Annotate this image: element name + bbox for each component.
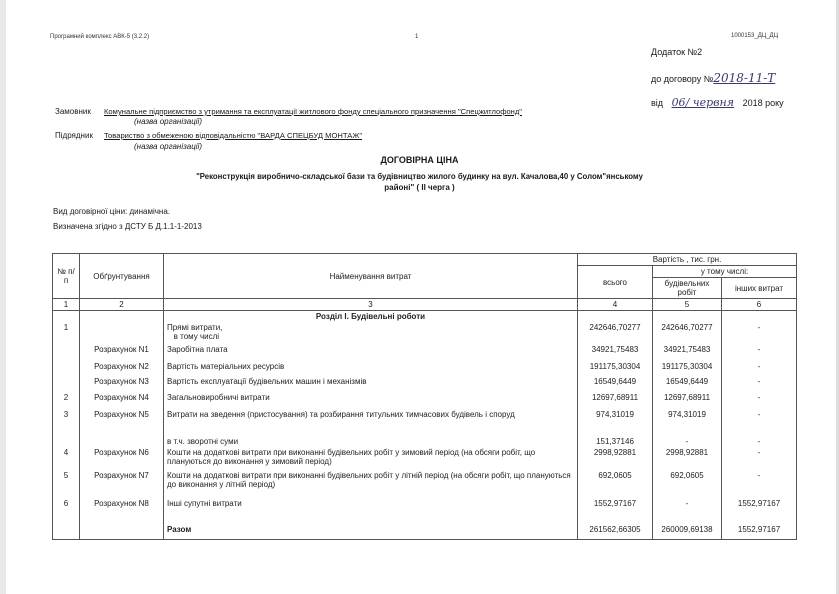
cell-other: 1552,97167 bbox=[722, 498, 797, 524]
date-month: / червня bbox=[685, 96, 735, 109]
contractor-caption: (назва організації) bbox=[134, 142, 202, 151]
header-basis: Обґрунтування bbox=[80, 254, 164, 299]
cell-total: 16549,6449 bbox=[578, 376, 653, 392]
header-other: інших витрат bbox=[722, 278, 797, 299]
cell-num bbox=[53, 436, 80, 447]
document-code: 1000153_ДЦ_ДЦ bbox=[731, 33, 779, 39]
date-prefix: від bbox=[651, 98, 664, 108]
section-title: Розділ І. Будівельні роботи bbox=[164, 311, 578, 323]
cell-name: Загальновиробничі витрати bbox=[164, 392, 578, 409]
document-subtitle-line1: "Реконструкція виробничо-складської бази та будівництво жилого будинку на вул. Качалова,40 у Солом"янському bbox=[196, 172, 643, 181]
table-body bbox=[53, 322, 797, 539]
cell-name: Разом bbox=[164, 524, 578, 539]
date-suffix: 2018 року bbox=[742, 98, 784, 108]
cell-basis bbox=[80, 436, 164, 447]
cell-basis: Розрахунок N8 bbox=[80, 498, 164, 524]
cell-other: - bbox=[722, 344, 797, 361]
cell-name: Прямі витрати, в тому числі bbox=[164, 322, 578, 344]
cell-basis: Розрахунок N5 bbox=[80, 409, 164, 436]
header-num: № п/п bbox=[53, 254, 80, 299]
page-number: 1 bbox=[415, 34, 419, 40]
customer-name: Комунальне підприємство з утримання та експлуатації житлового фонду спеціального призначення "Спецжитлофонд" bbox=[104, 107, 523, 116]
table-row bbox=[53, 409, 797, 436]
cell-num bbox=[53, 524, 80, 539]
cell-other: - bbox=[722, 392, 797, 409]
customer-caption: (назва організації) bbox=[134, 117, 202, 126]
cell-name: Вартість експлуатації будівельних машин і механізмів bbox=[164, 376, 578, 392]
cell-construction: 12697,68911 bbox=[653, 392, 722, 409]
cell-other: - bbox=[722, 470, 797, 498]
cell-num bbox=[53, 361, 80, 376]
cell-basis: Розрахунок N4 bbox=[80, 392, 164, 409]
cell-total: 12697,68911 bbox=[578, 392, 653, 409]
cell-construction: 34921,75483 bbox=[653, 344, 722, 361]
cell-total: 2998,92881 bbox=[578, 447, 653, 470]
scan-left-edge bbox=[0, 0, 6, 594]
cell-num bbox=[53, 344, 80, 361]
header-cost: Вартість , тис. грн. bbox=[578, 254, 797, 266]
cell-construction: 2998,92881 bbox=[653, 447, 722, 470]
cell-basis bbox=[80, 322, 164, 344]
header-construction: будівельних робіт bbox=[653, 278, 722, 299]
cell-num: 4 bbox=[53, 447, 80, 470]
cell-basis bbox=[80, 524, 164, 539]
cell-total: 261562,66305 bbox=[578, 524, 653, 539]
cell-name: Вартість матеріальних ресурсів bbox=[164, 361, 578, 376]
cell-name: Кошти на додаткові витрати при виконанні будівельних робіт у літній період (на обсяги робіт, що плануються до виконання у літній період) bbox=[164, 470, 578, 498]
cell-total: 242646,70277 bbox=[578, 322, 653, 344]
document-title: ДОГОВІРНА ЦІНА bbox=[380, 155, 459, 165]
table-row bbox=[53, 436, 797, 447]
table-row bbox=[53, 392, 797, 409]
cell-other: 1552,97167 bbox=[722, 524, 797, 539]
col-number-6: 6 bbox=[722, 299, 797, 311]
header-incl: у тому числі: bbox=[653, 266, 797, 278]
cell-name: в т.ч. зворотні суми bbox=[164, 436, 578, 447]
cell-num: 2 bbox=[53, 392, 80, 409]
annex-title: Додаток №2 bbox=[651, 47, 703, 57]
table-row bbox=[53, 376, 797, 392]
cell-basis: Розрахунок N6 bbox=[80, 447, 164, 470]
col-number-2: 2 bbox=[80, 299, 164, 311]
cell-num: 6 bbox=[53, 498, 80, 524]
contract-number: 2018-11-Т bbox=[713, 71, 776, 85]
cell-construction: - bbox=[653, 498, 722, 524]
cell-other: - bbox=[722, 361, 797, 376]
cell-num bbox=[53, 376, 80, 392]
table-row bbox=[53, 361, 797, 376]
header-name: Найменування витрат bbox=[164, 254, 578, 299]
document-subtitle-line2: районі" ( II черга ) bbox=[384, 183, 455, 192]
software-name: Програмний комплекс АВК-5 (3.2.2) bbox=[50, 34, 150, 40]
cell-total: 974,31019 bbox=[578, 409, 653, 436]
cell-construction: 191175,30304 bbox=[653, 361, 722, 376]
cell-basis: Розрахунок N1 bbox=[80, 344, 164, 361]
cell-name: Інші супутні витрати bbox=[164, 498, 578, 524]
col-number-3: 3 bbox=[164, 299, 578, 311]
contract-line bbox=[651, 71, 775, 85]
determined-by: Визначена згідно з ДСТУ Б Д.1.1-1-2013 bbox=[53, 222, 202, 231]
cell-basis: Розрахунок N7 bbox=[80, 470, 164, 498]
cell-num: 3 bbox=[53, 409, 80, 436]
cell-total: 1552,97167 bbox=[578, 498, 653, 524]
table-row bbox=[53, 498, 797, 524]
cell-name: Витрати на зведення (пристосування) та розбирання титульних тимчасових будівель і споруд bbox=[164, 409, 578, 436]
price-type: Вид договірної ціни: динамічна. bbox=[53, 207, 171, 216]
table-row bbox=[53, 344, 797, 361]
cost-table bbox=[52, 253, 797, 540]
cell-name: Заробітна плата bbox=[164, 344, 578, 361]
contractor-name: Товариство з обмеженою відповідальністю "ВАРДА СПЕЦБУД МОНТАЖ" bbox=[104, 131, 363, 140]
customer-label: Замовник bbox=[55, 107, 91, 116]
table-row bbox=[53, 470, 797, 498]
table-row bbox=[53, 524, 797, 539]
cell-total: 191175,30304 bbox=[578, 361, 653, 376]
col-number-1: 1 bbox=[53, 299, 80, 311]
date-line bbox=[651, 96, 784, 109]
cell-basis: Розрахунок N2 bbox=[80, 361, 164, 376]
cell-construction: 242646,70277 bbox=[653, 322, 722, 344]
cell-num: 1 bbox=[53, 322, 80, 344]
contract-prefix: до договору № bbox=[651, 74, 714, 84]
cell-basis: Розрахунок N3 bbox=[80, 376, 164, 392]
cell-total: 692,0605 bbox=[578, 470, 653, 498]
date-day: 06 bbox=[671, 96, 686, 109]
cell-other: - bbox=[722, 436, 797, 447]
cell-other: - bbox=[722, 322, 797, 344]
cell-construction: 692,0605 bbox=[653, 470, 722, 498]
cell-total: 34921,75483 bbox=[578, 344, 653, 361]
cell-construction: - bbox=[653, 436, 722, 447]
table-row bbox=[53, 322, 797, 344]
table-row bbox=[53, 447, 797, 470]
cell-name: Кошти на додаткові витрати при виконанні будівельних робіт у зимовий період (на обсяги робіт, що плануються до виконання у зимовий період) bbox=[164, 447, 578, 470]
cell-other: - bbox=[722, 409, 797, 436]
cell-total: 151,37146 bbox=[578, 436, 653, 447]
contractor-label: Підрядник bbox=[55, 131, 93, 140]
col-number-4: 4 bbox=[578, 299, 653, 311]
cell-construction: 260009,69138 bbox=[653, 524, 722, 539]
cell-construction: 16549,6449 bbox=[653, 376, 722, 392]
cell-num: 5 bbox=[53, 470, 80, 498]
cell-other: - bbox=[722, 376, 797, 392]
col-number-5: 5 bbox=[653, 299, 722, 311]
cell-other: - bbox=[722, 447, 797, 470]
cell-construction: 974,31019 bbox=[653, 409, 722, 436]
header-total: всього bbox=[578, 266, 653, 299]
